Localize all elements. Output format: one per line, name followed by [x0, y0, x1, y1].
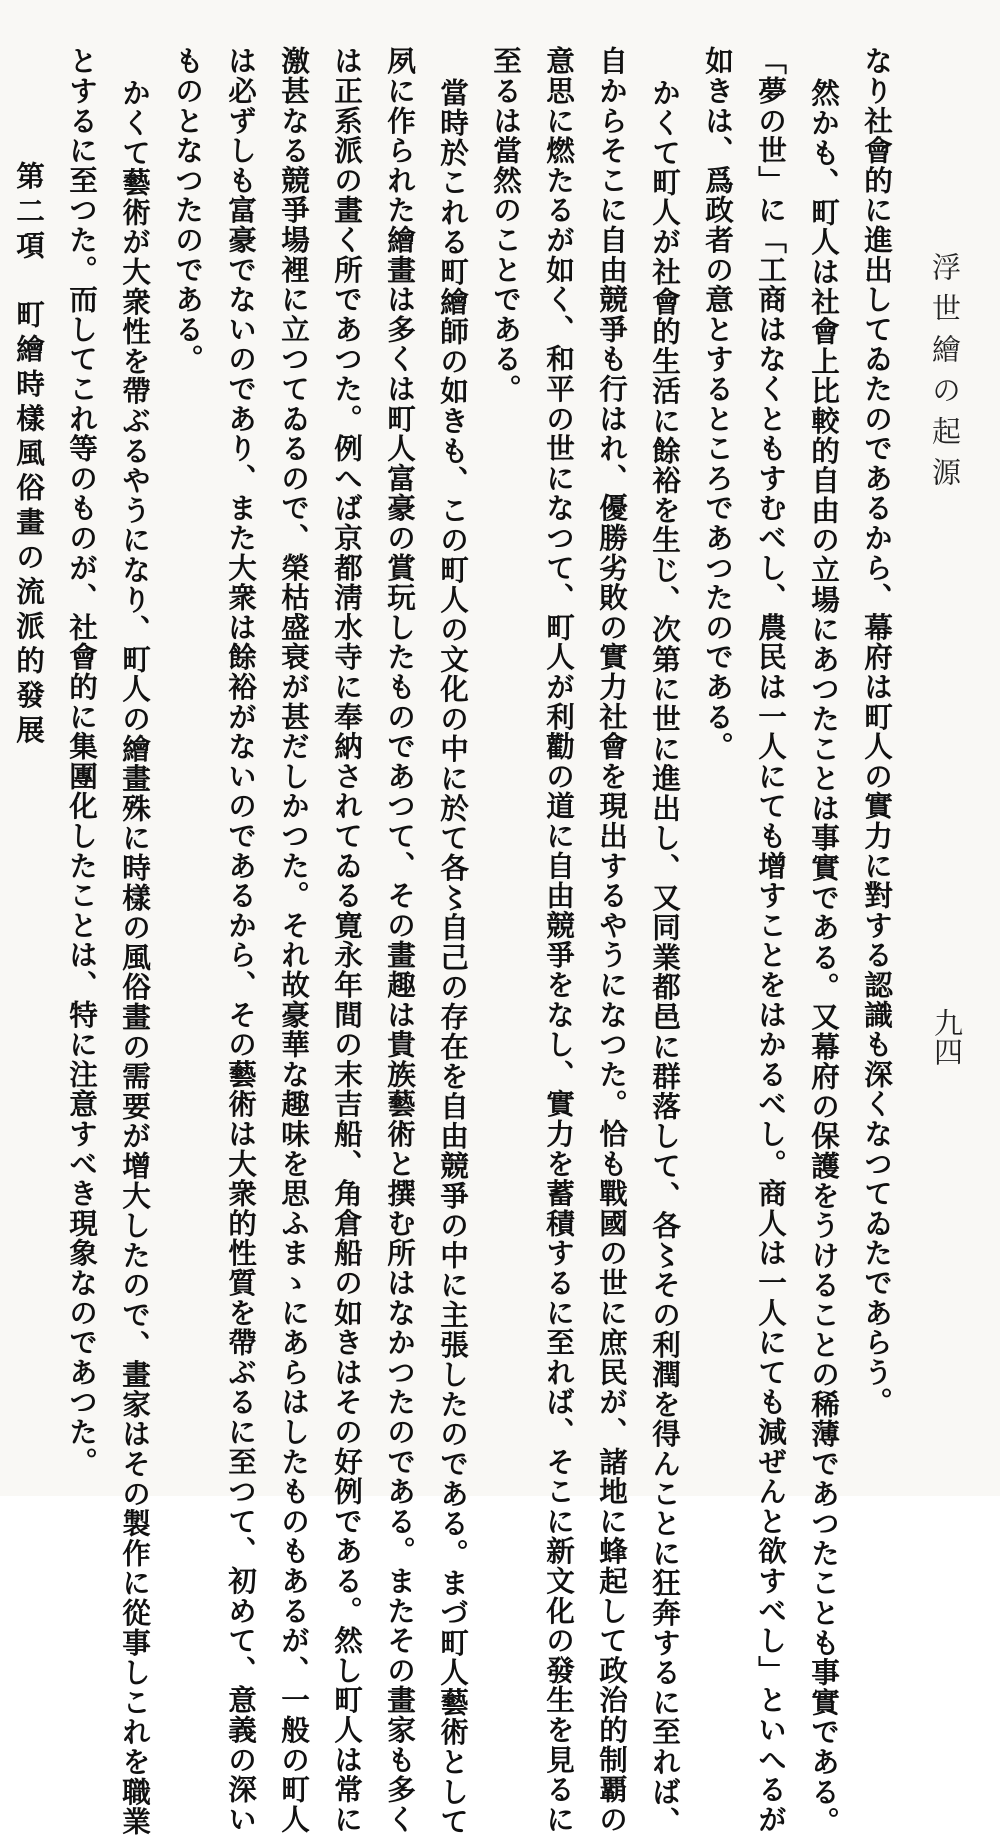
text-line: 意思に燃たるが如く、和平の世になつて、町人が利勸の道に自由競爭をなし、實力を蓄積するに至れば、そこに新文化の發生を見るに — [542, 46, 576, 1834]
running-header: 浮世繪の起源 — [928, 252, 962, 498]
text-line: かくて町人が社會的生活に餘裕を生じ、次第に世に進出し、又同業都邑に群落して、各〻その利潤を得んことに狂奔するに至れば、 — [648, 78, 682, 1836]
vertical-text-body — [12, 46, 898, 1836]
text-line: ものとなつたのである。 — [171, 46, 205, 374]
text-line: なり社會的に進出してゐたのであるから、幕府は町人の實力に對する認識も深くなつてゐたであらう。 — [860, 46, 894, 1417]
page-number: 九四 — [930, 1008, 964, 1066]
text-line: 當時於これる町繪師の如きも、この町人の文化の中に於て各〻自己の存在を自由競爭の中に主張したのである。まづ町人藝術として — [436, 78, 470, 1836]
text-line: 「夢の世」に「工商はなくともすむべし、農民は一人にても增すことをはかるべし。商人は一人にても減ぜんと欲すべし」といへるが — [754, 46, 788, 1834]
text-line: 如きは、爲政者の意とするところであつたのである。 — [701, 46, 735, 762]
text-line: 至るは當然のことである。 — [489, 46, 523, 404]
text-line: は必ずしも富豪でないのであり、また大衆は餘裕がないのであるから、その藝術は大衆的性質を帶ぶるに至つて、初めて、意義の深い — [224, 46, 258, 1834]
text-line: かくて藝術が大衆性を帶ぶるやうになり、町人の繪畫殊に時樣の風俗畫の需要が增大したので、畫家はその製作に從事しこれを職業 — [118, 78, 152, 1836]
text-line: 夙に作られた繪畫は多くは町人富豪の賞玩したものであつて、その畫趣は貴族藝術と撰む所はなかつたのである。またその畫家も多く — [383, 46, 417, 1834]
text-line: とするに至つた。而してこれ等のものが、社會的に集團化したことは、特に注意すべき現象なのであつた。 — [65, 46, 99, 1477]
text-line: 然かも、町人は社會上比較的自由の立場にあつたことは事實である。又幕府の保護をうけることの稀薄であつたことも事實である。 — [807, 78, 841, 1836]
text-line: は正系派の畫く所であつた。例へば京都淸水寺に奉納されてゐる寛永年間の末吉船、角倉船の如きはその好例である。然し町人は常に — [330, 46, 364, 1834]
text-line: 激甚なる競爭場裡に立つてゐるので、榮枯盛衰が甚だしかつた。それ故豪華な趣味を思ふまゝにあらはしたものもあるが、一般の町人 — [277, 46, 311, 1834]
text-line: 自からそこに自由競爭も行はれ、優勝劣敗の實力社會を現出するやうになつた。恰も戰國の世に庶民が、諸地に蜂起して政治的制覇の — [595, 46, 629, 1834]
section-heading: 第二項 町繪時樣風俗畫の流派的發展 — [12, 161, 46, 750]
